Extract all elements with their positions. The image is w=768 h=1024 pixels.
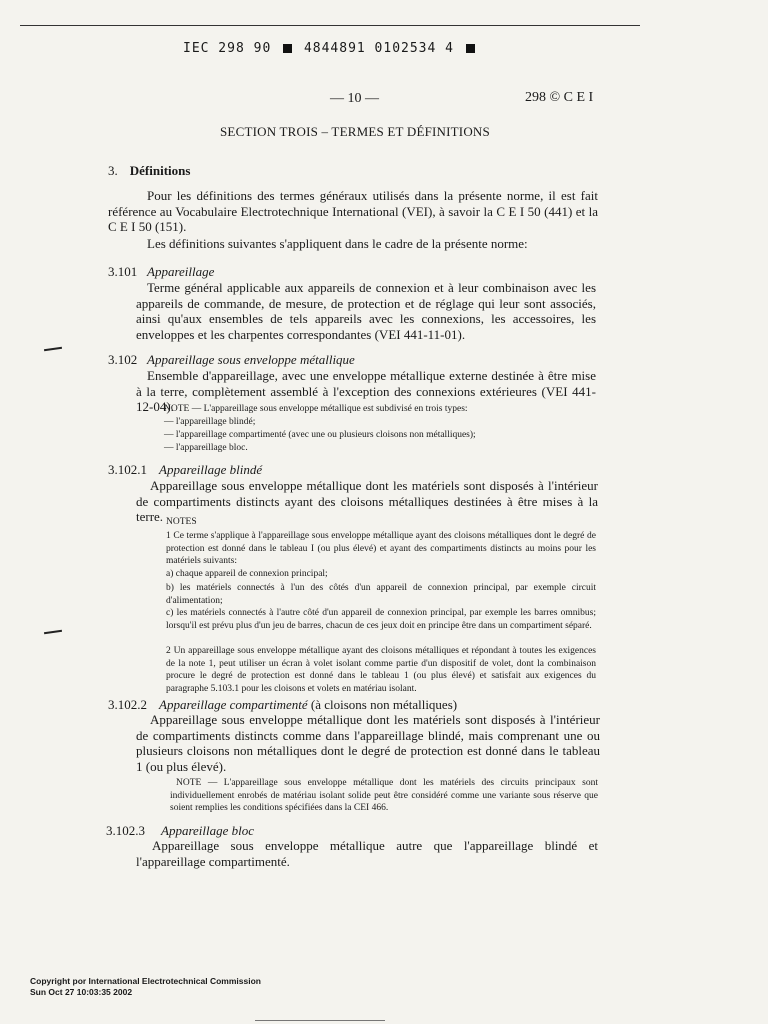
margin-mark [44,630,62,634]
page-number: — 10 — [330,91,379,106]
note-1b: b) les matériels connectés à l'un des côtés d'un appareil de connexion principal, par exemple circuit d'alimentation; [166,583,596,606]
definition-number: 3.102.1 [108,462,147,477]
definition-note-item: — l'appareillage compartimenté (avec une ou plusieurs cloisons non métalliques); [164,430,476,440]
definition-text: Terme général applicable aux appareils de connexion et à leur combinaison avec les appareils de commande, de mesure, de protection et de réglage qui leur sont associés, ainsi qu'aux ensembles de tels appareils avec les connexions, les accessoires, les enveloppes et les charpentes correspondantes (VEI 441-11-01). [136,280,596,342]
definition-term [159,697,457,713]
bottom-rule [255,1020,385,1021]
definition-note-item: — l'appareillage blindé; [164,417,256,427]
definition-note: NOTE — L'appareillage sous enveloppe métallique est subdivisé en trois types: [164,404,468,414]
notes-title: NOTES [166,517,197,527]
document-code [183,41,478,56]
definition-text: Appareillage sous enveloppe métallique autre que l'appareillage blindé et l'appareillage compartimenté. [136,838,598,869]
copyright-line: Copyright por International Electrotechnical Commission [30,976,261,986]
definition-number: 3.102 [108,352,138,367]
definition-term: Appareillage [147,264,215,279]
definition-note-item: — l'appareillage bloc. [164,443,248,453]
definition-term: Appareillage blindé [159,462,263,477]
note-1c: c) les matériels connectés à l'autre côté d'un appareil de connexion principal, par exemple les barres omnibus; lorsqu'il est prévu plus d'un jeu de barres, chacun de ces jeux doit en principe être dans un compartiment séparé. [166,608,596,631]
definition-term-name: Appareillage compartimenté [159,697,308,712]
standard-reference: 298 © C E I [525,90,594,105]
barcode-block-icon [466,44,475,53]
definitions-title: Définitions [129,163,191,178]
definition-number: 3.101 [108,264,138,279]
definitions-heading [108,163,190,179]
definition-text: Appareillage sous enveloppe métallique dont les matériels sont disposés à l'intérieur de compartiments distincts comme dans l'appareillage blindé, mais comprenant une ou plusieurs cloisons non métalliques dont le degré de protection est donné dans le tableau 1 (ou plus élevé). [136,712,600,774]
definition-note: NOTE — L'appareillage sous enveloppe métallique dont les matériels des circuits principaux sont individuellement enrobés de matériau isolant solide peut être considéré comme une variante sous réserve que soient remplies les conditions spécifiées dans la CEI 466. [170,778,598,813]
definition-number: 3.102.3 [106,823,145,838]
definition-text: Ensemble d'appareillage, avec une enveloppe métallique externe destinée à être mise à la terre, complètement assemblé à l'exception des connexions extérieures (VEI 441-12-04). [136,368,596,414]
section-title: SECTION TROIS – TERMES ET DÉFINITIONS [220,124,490,139]
definitions-intro-2: Les définitions suivantes s'appliquent dans le cadre de la présente norme: [147,236,528,251]
copyright-date: Sun Oct 27 10:03:35 2002 [30,987,133,997]
definition-number: 3.102.2 [108,697,147,712]
note-1a: a) chaque appareil de connexion principal; [166,569,328,579]
definition-text: Appareillage sous enveloppe métallique dont les matériels sont disposés à l'intérieur de compartiments distincts ayant des cloisons métalliques destinées à être mises à la terre. [136,478,598,524]
barcode-block-icon [283,44,292,53]
top-rule [20,25,640,26]
definition-term: Appareillage bloc [161,823,255,838]
document-code-a: IEC 298 90 [183,41,272,56]
note-2: 2 Un appareillage sous enveloppe métallique ayant des cloisons métalliques et répondant à toutes les exigences de la note 1, peut utiliser un écran à volet isolant comme partie d'un dispositif de volet, dont la combinaison procure le degré de protection est donné dans le tableau 1 (ou plus élevé) et satisfait aux exigences du paragraphe 5.103.1 pour les cloisons et volets en matériau isolant. [166,646,596,694]
margin-mark [44,347,62,351]
copyright-notice [30,976,261,998]
note-1: 1 Ce terme s'applique à l'appareillage sous enveloppe métallique ayant des cloisons métalliques dont le degré de protection est donné dans le tableau I (ou plus élevé) et ayant des compartiments distincts au moins pour les matériels suivants: [166,531,596,566]
definitions-intro-1: Pour les définitions des termes généraux utilisés dans la présente norme, il est fait référence au Vocabulaire Electrotechnique International (VEI), à savoir la C E I 50 (441) et la C E I 50 (151). [108,188,598,234]
document-code-b: 4844891 0102534 4 [303,41,454,56]
definition-term-suffix: (à cloisons non métalliques) [310,697,458,712]
definitions-number: 3. [108,163,118,178]
definition-term: Appareillage sous enveloppe métallique [147,352,355,367]
